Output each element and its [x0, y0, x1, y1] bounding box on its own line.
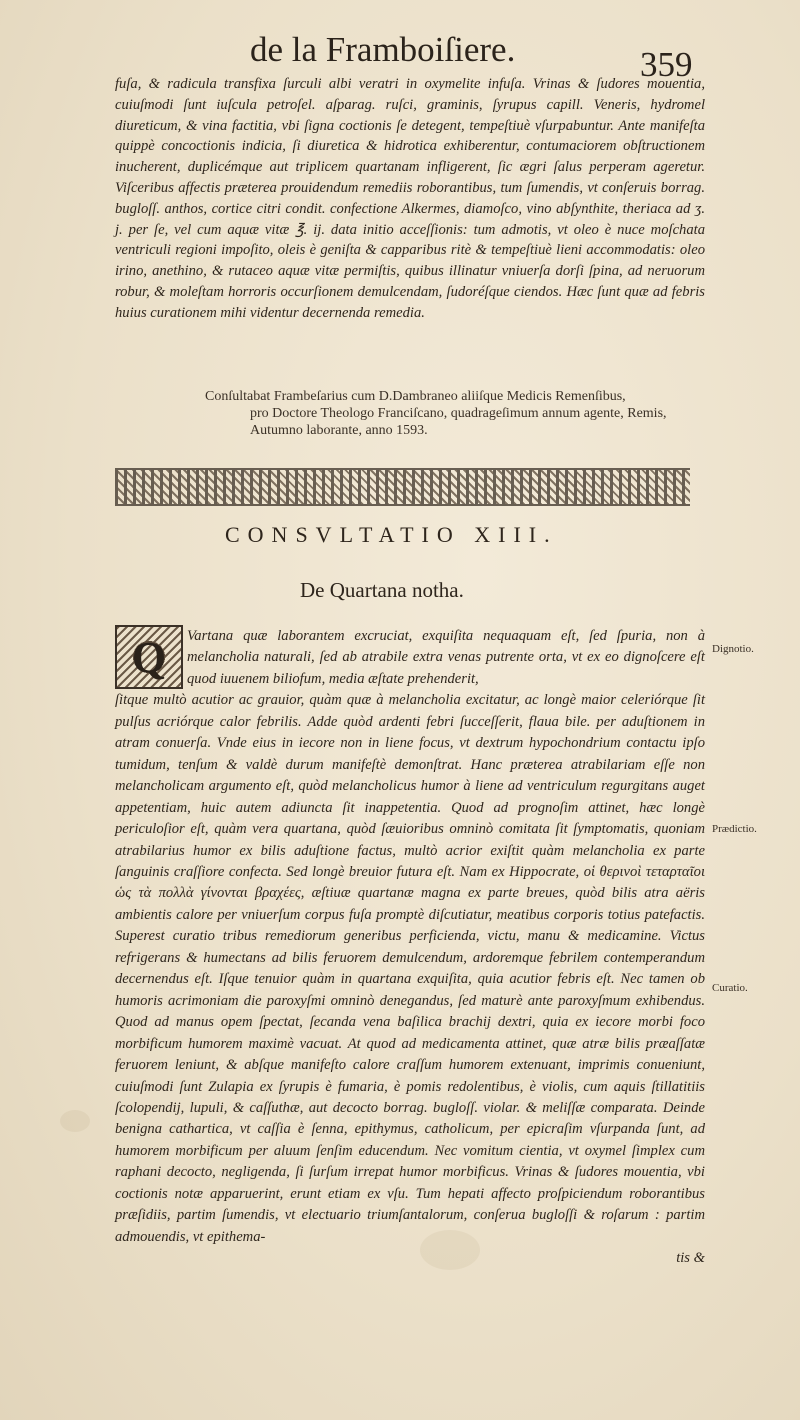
main-text-body: ſitque multò acutior ac grauior, quàm quæ à melancholia excitatur, ac longè maior celeriórque ſit pulſus acriórque calor febrilis. Adde quòd ardenti febri ſucceſſerit, flaua bile. per aduſtionem in atram conuerſa. Vnde eius in iecore non in liene focus, vt dextrum hypochondrium contactu ipſo tumidum, tenſum & valdè durum manifeſtè demonſtrat. Hanc præterea atrabilariam eſſe non melancholicam argumento eſt, quòd melancholicus humor à liene ad ventriculum regurgitans auget appetentiam, huic autem adiuncta ſit inappetentia. Quod ad prognoſim attinet, hæc longè periculoſior eſt, quàm vera quartana, quòd ſæuioribus omninò comitata ſit ſymptomatis, quoniam atrabilarius humor ex bilis aduſtione factus, multò acrior exiſtit quàm melancholia ex parte ſanguinis craſſiore confecta. Sed longè breuior futura eſt. Nam ex Hippocrate, οἱ θερινοὶ τεταρταῖοι ὡς τὰ πολλὰ γίνονται βραχέες, æſtiuæ quartanæ magna ex parte breues, quòd bilis atra aëris ambientis calore per vniuerſum corpus fuſa promptè diſcutiatur, meatibus corporis totius patefactis. Superest curatio tribus remediorum generibus perficienda, victu, manu & medicamine. Victus refrigerans & humectans ad bilis feruorem demulcendum, ardoremque febrilem contemperandum decernendus eſt. Iſque tenuior quàm in quartana exquiſita, quia acutior febris eſt. Nec tamen ob humoris acrimoniam die paroxyſmi omninò denegandus, ſed maturè ante paroxyſmum exhibendus. Quod ad manus opem ſpectat, ſecanda vena baſilica brachij dextri, quia ex iecore morbi foco morbificum humorem maximè vacuat. At quod ad medicamenta attinet, quæ atræ bilis præaſſatæ feruorem leniunt, & abſque manifeſto calore craſſum humorem extenuant, imprimis conueniunt, cuiuſmodi ſunt Zulapia ex ſyrupis è fumaria, è pomis redolentibus, è violis, cum aquis ſtillatitiis ſcolopendij, lupuli, & caſſuthæ, aut decocto borrag. bugloſſ. violar. & meliſſæ comparata. Deinde benigna cathartica, vt caſſia è ſenna, epithymus, catholicum, per epicraſim vſurpanda ſunt, ad humorem morbificum per aluum ſenſim educendum. Nec vomitum cientia, vt oxymel ſimplex cum raphani decocto, negligenda, ſi ſurſum irrepat humor morbificus. Vrinas & ſudores mouentia, vbi coctionis notæ apparuerint, erunt etiam ex vſu. Tum hepati affecto proſpiciendum roborantibus præſidiis, partim ſumendis, vt electuario triumſantalorum, conſerua bugloſſi & roſarum : partim admouendis, vt epithema-	[115, 692, 705, 1245]
section-title: CONSVLTATIO XIII.	[225, 522, 558, 547]
notice-line-1: Conſultabat Frambeſarius cum D.Dambraneo aliiſque Medicis Remenſibus,	[205, 389, 626, 404]
continued-text: fuſa, & radicula transfixa ſurculi albi veratri in oxymelite infuſa. Vrinas & ſudores mouentia, cuiuſmodi ſunt iuſcula petroſel. aſparag. ruſci, graminis, ſyrupus capill. Veneris, hydromel diureticum, & vina factitia, vbi ſigna coctionis ſe detegent, tempeſtiuè vſurpabuntur. Ante manifeſta quippè concoctionis indicia, ſi diuretica & hidrotica exhiberentur, contumaciorem obſtructionem inucherent, duplicémque aut triplicem quartanam infligerent, ſic ægri ſalus perperam ageretur. Viſceribus affectis præterea prouidendum remediis roborantibus, tum ſumendis, vt conſeruis borrag. bugloſſ. anthos, cortice citri condit. confectione Alkermes, diamoſco, vino abſynthite, theriaca ad ʒ. j. per ſe, vel cum aquæ vitæ ℥. ij. data initio acceſſionis: tum admotis, vt oleo è nuce moſchata ventriculi regioni impoſito, oleis è geniſta & capparibus ritè & tempeſtiuè lieni accommodatis: oleo irino, anethino, & rutaceo aquæ vitæ permiſtis, quibus illinatur vniuerſa dorſi ſpina, ad neruorum robur, & moleſtam horroris occurſionem demulcendam, ſudoréſque ciendos. Hæc ſunt quæ ad febris huius curationem mihi videntur decernenda remedia.	[115, 76, 705, 321]
main-text-block	[115, 626, 705, 1270]
paper-stain	[60, 1110, 90, 1132]
drop-cap-letter: Q	[131, 632, 167, 682]
decorative-headpiece-ornament	[115, 468, 690, 506]
page-number: 359	[640, 45, 693, 84]
main-text-opening: Vartana quæ laborantem excruciat, exquiſita nequaquam eſt, ſed ſpuria, non à melancholia naturali, ſed ab atrabile extra venas putrente orta, vt ex eo dignoſcere eſt quod iuuenem biliofum, media æſtate prehenderit,	[187, 628, 705, 687]
margin-note-praedictio: Prædictio.	[712, 823, 757, 835]
consultation-notice	[205, 388, 705, 439]
continued-text-block	[115, 74, 705, 324]
section-subtitle: De Quartana notha.	[300, 578, 464, 602]
margin-note-dignotio: Dignotio.	[712, 643, 754, 655]
catchword: tis &	[676, 1250, 705, 1267]
notice-line-2: pro Doctore Theologo Franciſcano, quadrageſimum annum agente, Remis, Autumno laborante, anno 1593.	[250, 406, 667, 438]
margin-note-curatio: Curatio.	[712, 982, 748, 994]
running-head: de la Framboiſiere.	[250, 30, 516, 69]
